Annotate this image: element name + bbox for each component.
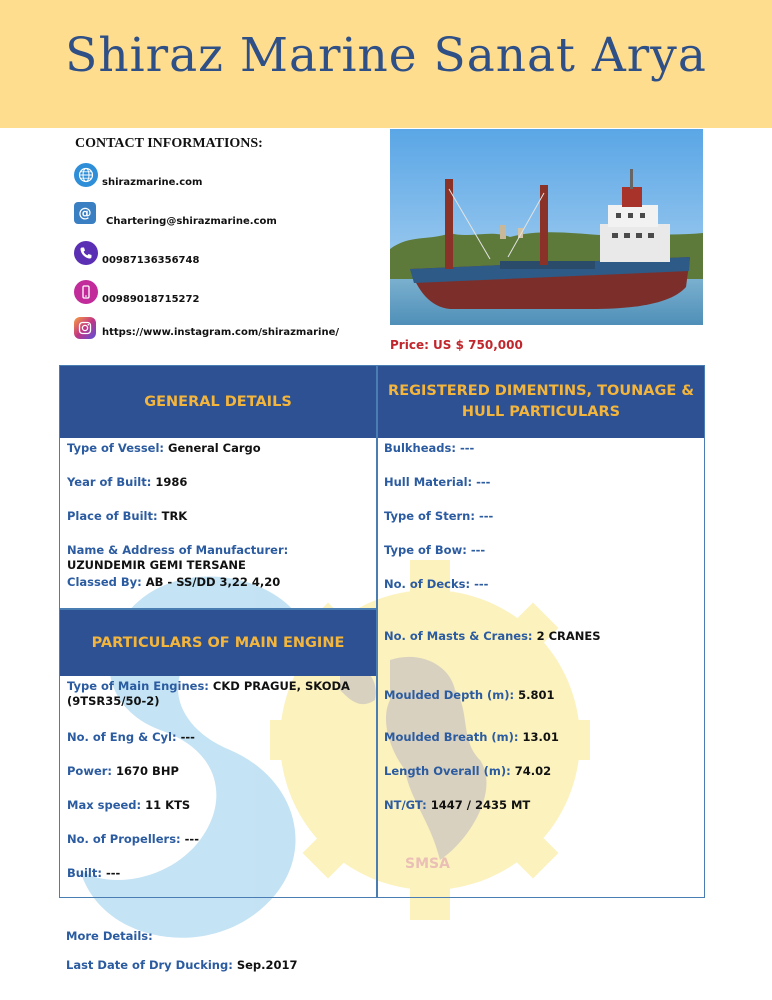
registered-title-line2: HULL PARTICULARS: [461, 404, 621, 420]
contact-title: CONTACT INFORMATIONS:: [75, 136, 263, 151]
field-place-built: Place of Built: TRK: [67, 509, 188, 523]
field-type-of-bow: Type of Bow: ---: [384, 543, 486, 557]
field-manufacturer: Name & Address of Manufacturer: UZUNDEMIR GEMI TERSANE: [67, 543, 289, 572]
field-propellers: No. of Propellers: ---: [67, 832, 199, 846]
mobile-icon: [74, 280, 98, 304]
field-type-of-stern: Type of Stern: ---: [384, 509, 494, 523]
phone-icon: [74, 241, 98, 265]
field-moulded-breath: Moulded Breath (m): 13.01: [384, 730, 559, 744]
field-length-overall: Length Overall (m): 74.02: [384, 764, 552, 778]
last-dry-docking: Last Date of Dry Ducking: Sep.2017: [66, 958, 298, 972]
field-no-of-decks: No. of Decks: ---: [384, 577, 489, 591]
vessel-photo: [390, 129, 703, 325]
contact-mobile-text: 00989018715272: [102, 294, 200, 305]
field-max-speed: Max speed: 11 KTS: [67, 798, 191, 812]
company-title: Shiraz Marine Sanat Arya: [65, 28, 707, 83]
watermark-brand: SMSA: [405, 856, 450, 872]
field-nt-gt: NT/GT: 1447 / 2435 MT: [384, 798, 531, 812]
general-details-header: GENERAL DETAILS: [60, 366, 376, 438]
globe-icon: [74, 163, 98, 187]
field-year-built: Year of Built: 1986: [67, 475, 188, 489]
main-engine-header: PARTICULARS OF MAIN ENGINE: [60, 610, 376, 676]
registered-header: [378, 366, 704, 438]
field-hull-material: Hull Material: ---: [384, 475, 491, 489]
instagram-icon: [74, 317, 96, 339]
field-eng-cyl: No. of Eng & Cyl: ---: [67, 730, 195, 744]
field-main-engine-type: Type of Main Engines: CKD PRAGUE, SKODA (9TSR35/50-2): [67, 679, 350, 708]
more-details-label: More Details:: [66, 929, 153, 943]
vessel-details-table: [59, 365, 705, 898]
contact-instagram-text: https://www.instagram.com/shirazmarine/: [102, 327, 340, 338]
field-classed-by: Classed By: AB - SS/DD 3,22 4,20: [67, 575, 281, 589]
contact-email-text: Chartering@shirazmarine.com: [106, 216, 277, 227]
header-banner: [0, 0, 772, 128]
at-sign-icon: @: [74, 202, 96, 224]
field-bulkheads: Bulkheads: ---: [384, 441, 475, 455]
field-moulded-depth: Moulded Depth (m): 5.801: [384, 688, 555, 702]
column-divider: [376, 366, 378, 897]
registered-title-line1: REGISTERED DIMENTINS, TOUNAGE &: [388, 383, 694, 399]
field-engine-built: Built: ---: [67, 866, 121, 880]
contact-website-text: shirazmarine.com: [102, 177, 203, 188]
field-type-of-vessel: Type of Vessel: General Cargo: [67, 441, 261, 455]
price-label: Price: US $ 750,000: [390, 338, 523, 352]
field-power: Power: 1670 BHP: [67, 764, 179, 778]
contact-phone-text: 00987136356748: [102, 255, 200, 266]
field-masts-cranes: No. of Masts & Cranes: 2 CRANES: [384, 629, 601, 643]
